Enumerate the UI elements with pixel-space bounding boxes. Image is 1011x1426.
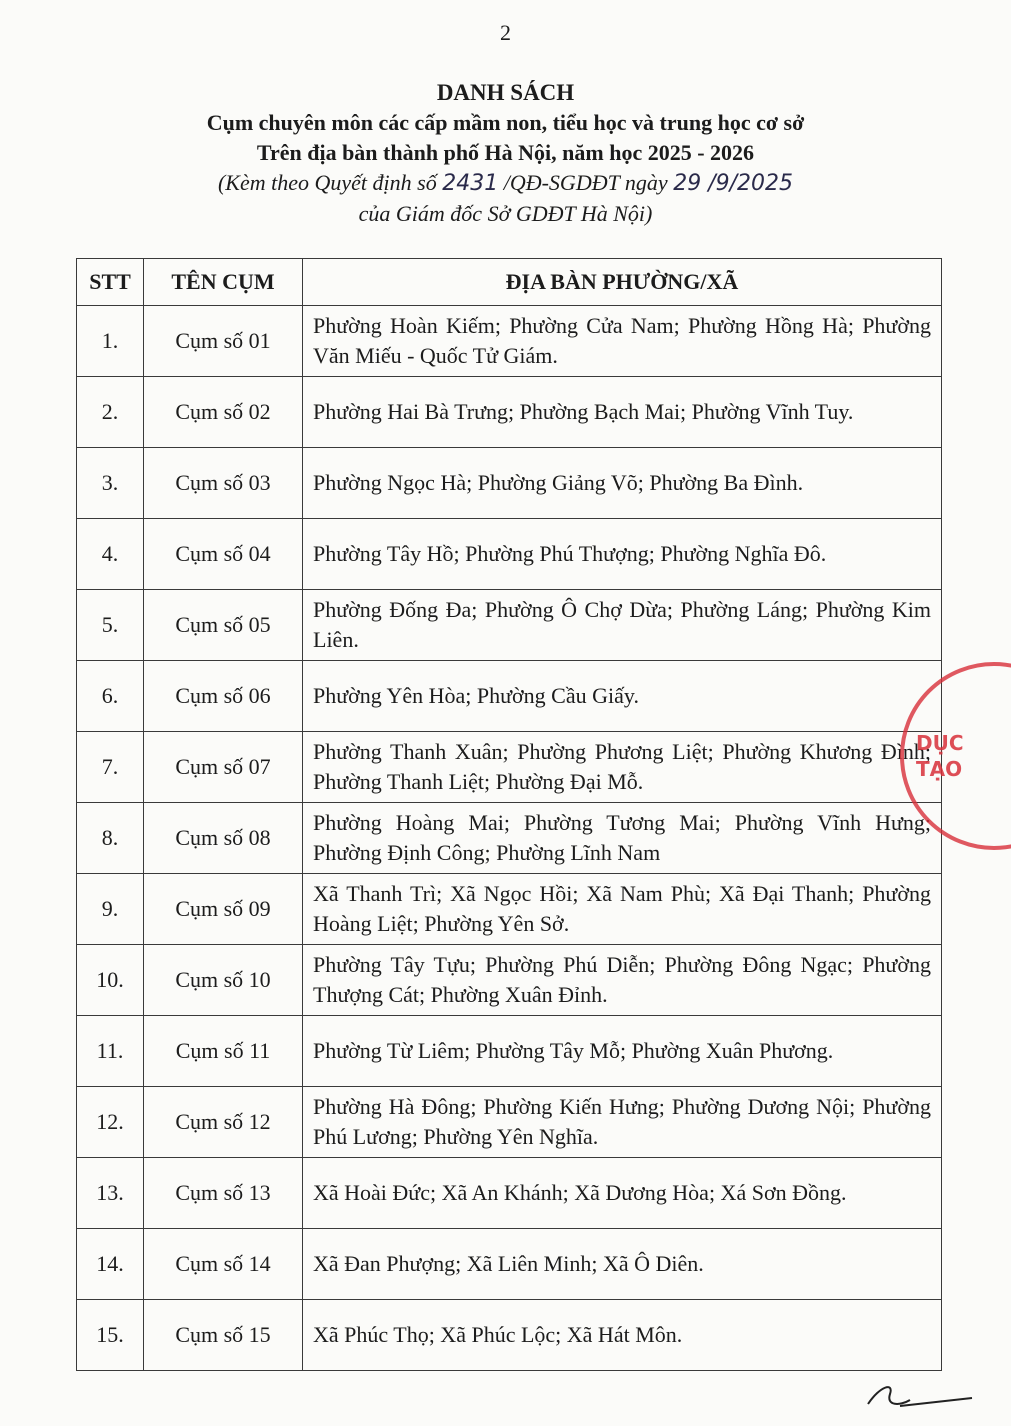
row-stt: 6. <box>77 661 144 732</box>
row-area: Phường Đống Đa; Phường Ô Chợ Dừa; Phường Láng; Phường Kim Liên. <box>303 590 942 661</box>
signature-mark <box>860 1376 980 1416</box>
page-number: 2 <box>500 20 511 45</box>
row-cluster-name: Cụm số 10 <box>144 945 303 1016</box>
row-area: Xã Phúc Thọ; Xã Phúc Lộc; Xã Hát Môn. <box>303 1300 942 1371</box>
row-area: Phường Ngọc Hà; Phường Giảng Võ; Phường Ba Đình. <box>303 448 942 519</box>
row-cluster-name: Cụm số 15 <box>144 1300 303 1371</box>
decision-date: 29 /9/2025 <box>673 171 793 196</box>
row-stt: 10. <box>77 945 144 1016</box>
cluster-table <box>76 258 942 1371</box>
column-header-stt: STT <box>77 259 144 306</box>
column-header-name: TÊN CỤM <box>144 259 303 306</box>
table-row <box>77 1229 942 1300</box>
row-area: Phường Tây Tựu; Phường Phú Diễn; Phường Đông Ngạc; Phường Thượng Cát; Phường Xuân Đỉnh. <box>303 945 942 1016</box>
row-cluster-name: Cụm số 01 <box>144 306 303 377</box>
note-middle: /QĐ-SGDĐT ngày <box>503 170 668 195</box>
row-stt: 9. <box>77 874 144 945</box>
row-cluster-name: Cụm số 06 <box>144 661 303 732</box>
table-row <box>77 306 942 377</box>
row-stt: 5. <box>77 590 144 661</box>
seal-text-line-2: TẠO <box>916 757 963 781</box>
decision-reference <box>0 168 1011 199</box>
document-subtitle-2: Trên địa bàn thành phố Hà Nội, năm học 2025 - 2026 <box>256 140 755 165</box>
row-area: Phường Tây Hồ; Phường Phú Thượng; Phường Nghĩa Đô. <box>303 519 942 590</box>
document-header <box>0 78 1011 229</box>
row-area: Phường Hoàng Mai; Phường Tương Mai; Phường Vĩnh Hưng; Phường Định Công; Phường Lĩnh Nam <box>303 803 942 874</box>
row-cluster-name: Cụm số 12 <box>144 1087 303 1158</box>
row-stt: 15. <box>77 1300 144 1371</box>
table-row <box>77 590 942 661</box>
document-title: DANH SÁCH <box>436 80 575 105</box>
row-stt: 8. <box>77 803 144 874</box>
table-row <box>77 1087 942 1158</box>
row-area: Xã Hoài Đức; Xã An Khánh; Xã Dương Hòa; Xá Sơn Đồng. <box>303 1158 942 1229</box>
decision-number: 2431 <box>442 171 499 196</box>
column-header-area: ĐỊA BÀN PHƯỜNG/XÃ <box>303 259 942 306</box>
table-header-row <box>77 259 942 306</box>
table-row <box>77 874 942 945</box>
table-row <box>77 803 942 874</box>
row-stt: 2. <box>77 377 144 448</box>
row-area: Phường Hoàn Kiếm; Phường Cửa Nam; Phường Hồng Hà; Phường Văn Miếu - Quốc Tử Giám. <box>303 306 942 377</box>
row-area: Phường Hai Bà Trưng; Phường Bạch Mai; Phường Vĩnh Tuy. <box>303 377 942 448</box>
row-area: Xã Thanh Trì; Xã Ngọc Hồi; Xã Nam Phù; Xã Đại Thanh; Phường Hoàng Liệt; Phường Yên Sở. <box>303 874 942 945</box>
table-row <box>77 519 942 590</box>
row-stt: 14. <box>77 1229 144 1300</box>
row-area: Xã Đan Phượng; Xã Liên Minh; Xã Ô Diên. <box>303 1229 942 1300</box>
table-row <box>77 661 942 732</box>
row-cluster-name: Cụm số 02 <box>144 377 303 448</box>
row-area: Phường Thanh Xuân; Phường Phương Liệt; Phường Khương Đình; Phường Thanh Liệt; Phường Đại Mỗ. <box>303 732 942 803</box>
row-cluster-name: Cụm số 09 <box>144 874 303 945</box>
issuer-line: của Giám đốc Sở GDĐT Hà Nội) <box>358 201 653 226</box>
table-row <box>77 1158 942 1229</box>
seal-text-line-1: DỤC <box>916 731 964 755</box>
table-row <box>77 1016 942 1087</box>
row-area: Phường Từ Liêm; Phường Tây Mỗ; Phường Xuân Phương. <box>303 1016 942 1087</box>
row-area: Phường Yên Hòa; Phường Cầu Giấy. <box>303 661 942 732</box>
document-subtitle-1: Cụm chuyên môn các cấp mầm non, tiểu học và trung học cơ sở <box>206 110 805 135</box>
red-seal-text <box>916 730 964 782</box>
row-stt: 13. <box>77 1158 144 1229</box>
row-cluster-name: Cụm số 14 <box>144 1229 303 1300</box>
row-cluster-name: Cụm số 05 <box>144 590 303 661</box>
row-stt: 1. <box>77 306 144 377</box>
row-stt: 11. <box>77 1016 144 1087</box>
table-row <box>77 377 942 448</box>
row-stt: 7. <box>77 732 144 803</box>
row-stt: 12. <box>77 1087 144 1158</box>
row-cluster-name: Cụm số 11 <box>144 1016 303 1087</box>
row-cluster-name: Cụm số 03 <box>144 448 303 519</box>
row-cluster-name: Cụm số 07 <box>144 732 303 803</box>
row-cluster-name: Cụm số 13 <box>144 1158 303 1229</box>
note-prefix: (Kèm theo Quyết định số <box>217 170 437 195</box>
row-cluster-name: Cụm số 08 <box>144 803 303 874</box>
row-cluster-name: Cụm số 04 <box>144 519 303 590</box>
table-row <box>77 1300 942 1371</box>
table-row <box>77 732 942 803</box>
row-stt: 4. <box>77 519 144 590</box>
row-area: Phường Hà Đông; Phường Kiến Hưng; Phường Dương Nội; Phường Phú Lương; Phường Yên Nghĩa. <box>303 1087 942 1158</box>
row-stt: 3. <box>77 448 144 519</box>
table-row <box>77 448 942 519</box>
table-row <box>77 945 942 1016</box>
